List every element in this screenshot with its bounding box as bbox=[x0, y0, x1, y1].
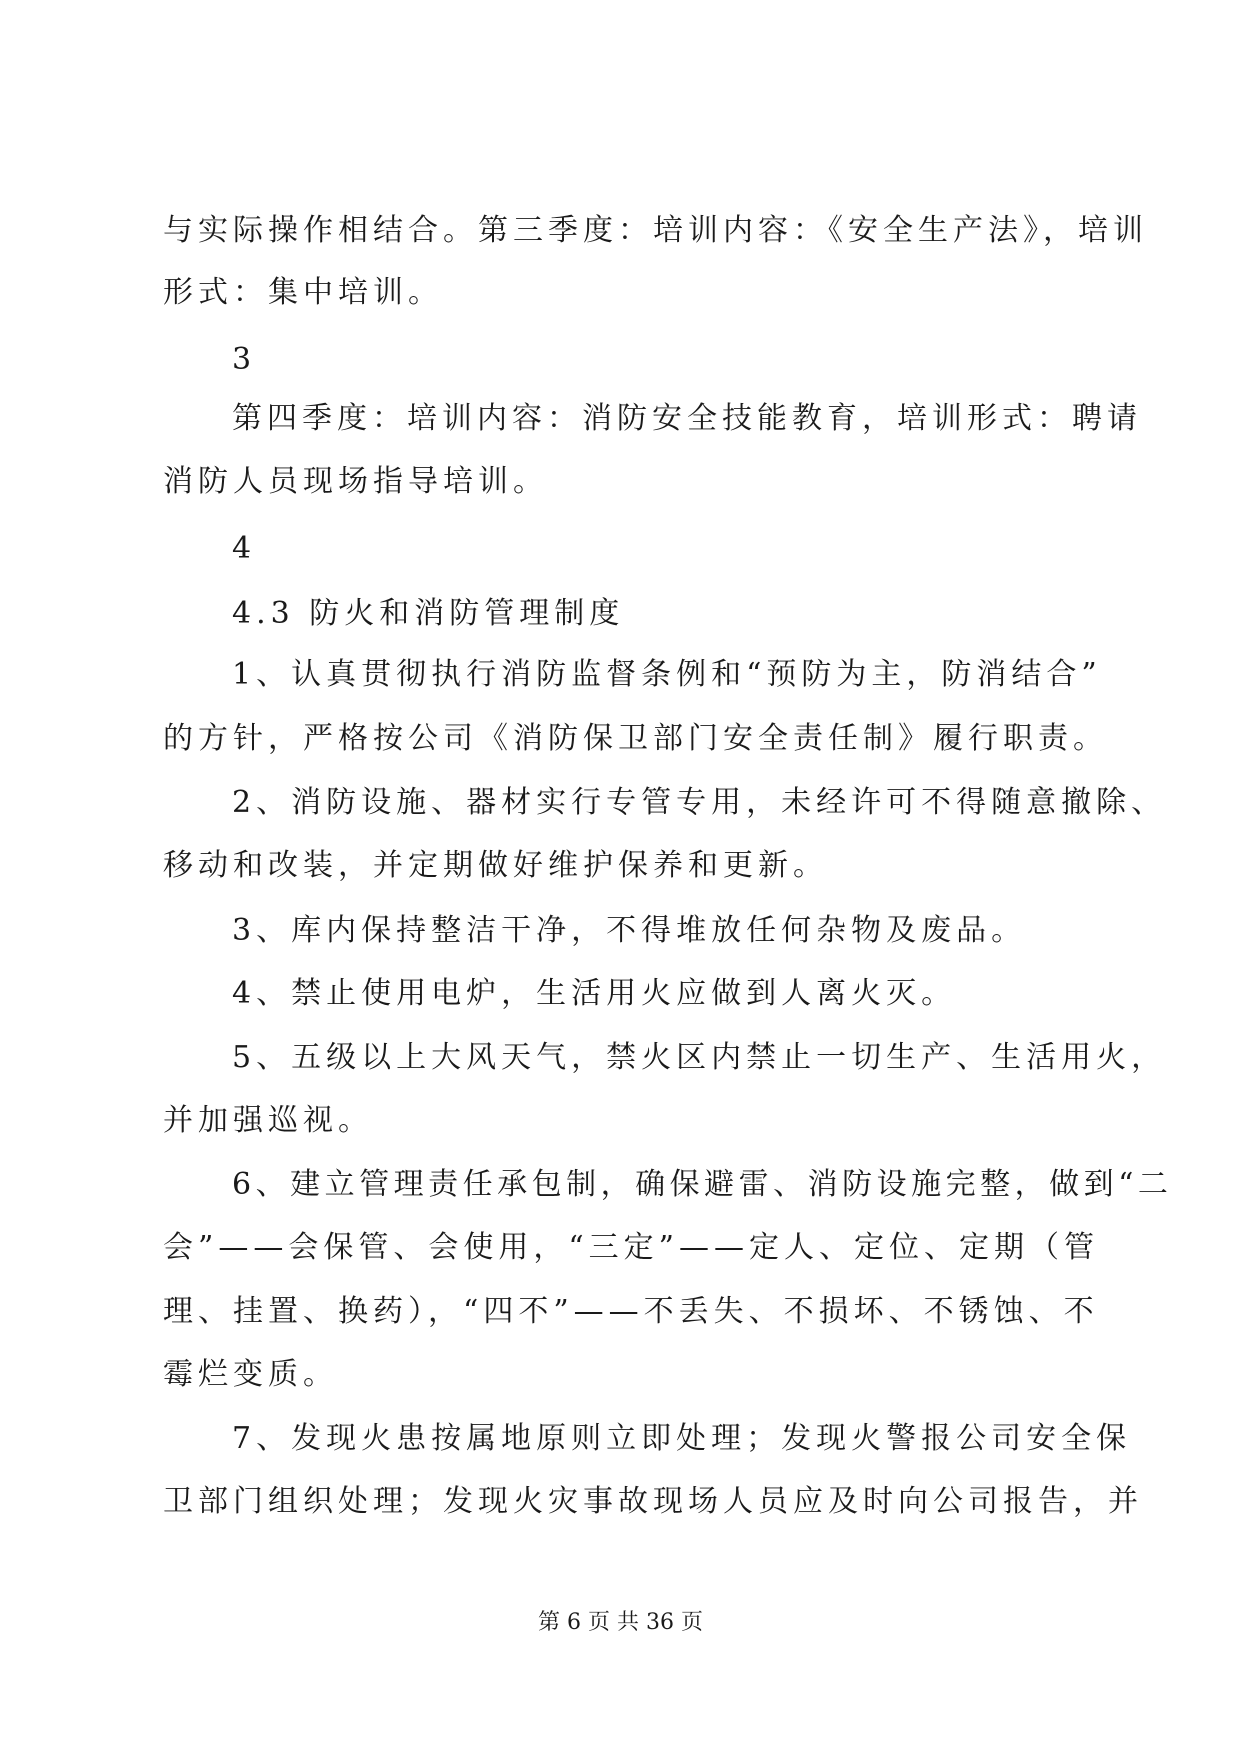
body-text-line: 2、消防设施、器材实行专管专用，未经许可不得随意撤除、 bbox=[232, 785, 1167, 820]
section-number: 4 bbox=[232, 531, 257, 566]
page-number-footer: 第 6 页 共 36 页 bbox=[538, 1610, 703, 1635]
body-text-line: 会”——会保管、会使用，“三定”——定人、定位、定期（管 bbox=[163, 1230, 1100, 1265]
body-text-line: 7、发现火患按属地原则立即处理；发现火警报公司安全保 bbox=[232, 1421, 1132, 1456]
body-text-line: 卫部门组织处理；发现火灾事故现场人员应及时向公司报告，并 bbox=[163, 1484, 1143, 1519]
body-text-line: 3、库内保持整洁干净，不得堆放任何杂物及废品。 bbox=[232, 913, 1027, 948]
body-text-line: 移动和改装，并定期做好维护保养和更新。 bbox=[163, 848, 828, 883]
body-text-line: 5、五级以上大风天气，禁火区内禁止一切生产、生活用火， bbox=[232, 1040, 1167, 1075]
body-text-line: 6、建立管理责任承包制，确保避雷、消防设施完整，做到“二 bbox=[232, 1167, 1173, 1202]
body-text-line: 的方针，严格按公司《消防保卫部门安全责任制》履行职责。 bbox=[163, 721, 1108, 756]
body-text-line: 霉烂变质。 bbox=[163, 1357, 338, 1392]
body-text-line: 1、认真贯彻执行消防监督条例和“预防为主，防消结合” bbox=[232, 657, 1102, 692]
body-text-line: 形式：集中培训。 bbox=[163, 275, 443, 310]
section-heading: 4.3 防火和消防管理制度 bbox=[232, 596, 625, 631]
body-text-line: 消防人员现场指导培训。 bbox=[163, 464, 548, 499]
body-text-line: 并加强巡视。 bbox=[163, 1103, 373, 1138]
section-number: 3 bbox=[232, 342, 257, 377]
body-text-line: 第四季度：培训内容：消防安全技能教育，培训形式：聘请 bbox=[232, 401, 1142, 436]
body-text-line: 4、禁止使用电炉，生活用火应做到人离火灭。 bbox=[232, 976, 957, 1011]
body-text-line: 与实际操作相结合。第三季度：培训内容：《安全生产法》，培训 bbox=[163, 213, 1148, 248]
body-text-line: 理、挂置、换药），“四不”——不丢失、不损坏、不锈蚀、不 bbox=[163, 1294, 1099, 1329]
